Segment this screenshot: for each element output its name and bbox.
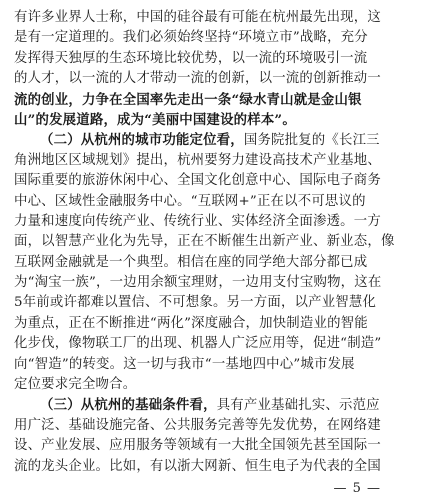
text-line: 国际重要的旅游休闲中心、全国文化创意中心、国际电子商务 (14, 173, 381, 189)
text-line: 设、产业发展、应用服务等领域有一大批全国领先甚至国际一 (14, 438, 381, 454)
text-line: 流的创业，力争在全国率先走出一条“绿水青山就是金山银 (14, 91, 362, 108)
text-line: 为“淘宝一族”，一边用余额宝理财，一边用支付宝购物，这在 (14, 275, 382, 291)
text-line: （二）从杭州的城市功能定位看，国务院批复的《长江三 (40, 132, 380, 149)
text-line: 力量和速度向传统产业、传统行业、实体经济全面渗透。一方 (14, 213, 381, 229)
text-line: 定位要求完全吻合。 (14, 377, 137, 393)
text-line: 的人才，以一流的人才带动一流的创新，以一流的创新推动一 (14, 71, 381, 87)
text-line: 是有一定道理的。我们必须始终坚持“环境立市”战略，充分 (14, 30, 368, 46)
text-line: 流的龙头企业。比如，有以浙大网新、恒生电子为代表的全国 (14, 458, 381, 474)
text-line: 角洲地区区域规划》提出，杭州要努力建设高技术产业基地、 (14, 152, 381, 168)
text-line: 化步伐，像物联工厂的出现、机器人广泛应用等，促进“制造” (14, 336, 382, 352)
text-line: 用广泛、基础设施完备、公共服务完善等先发优势，在网络建 (14, 417, 381, 433)
text-line: 互联网金融就是一个典型。相信在座的同学绝大部分都已成 (14, 254, 368, 270)
section-lead: （二）从杭州的城市功能定位看， (40, 132, 244, 149)
text-line: 面，以智慧产业化为先导，正在不断催生出新产业、新业态，像 (14, 234, 395, 250)
paragraph (14, 130, 414, 395)
section-lead: （三）从杭州的基础条件看， (40, 397, 217, 414)
text-line: （三）从杭州的基础条件看，具有产业基础扎实、示范应 (40, 397, 380, 414)
text-line: 山”的发展道路，成为“美丽中国建设的样本”。 (14, 111, 296, 128)
text-line: 为重点，正在不断推进“两化”深度融合，加快制造业的智能 (14, 315, 368, 331)
text-line: 发挥得天独厚的生态环境比较优势，以一流的环境吸引一流 (14, 50, 368, 66)
paragraph (14, 8, 414, 130)
text-line: 中心、区域性金融服务中心。“互联网+”正在以不可思议的 (14, 193, 366, 209)
document-page (14, 8, 414, 477)
text-line: 5年前或许都难以置信、不可想象。另一方面，以产业智慧化 (14, 295, 377, 311)
text-line: 向“智造”的转变。这一切与我市“一基地四中心”城市发展 (14, 356, 355, 372)
text-line: 有许多业界人士称，中国的硅谷最有可能在杭州最先出现，这 (14, 10, 381, 25)
page-number: — 5 — (333, 481, 381, 496)
paragraph (14, 395, 414, 477)
